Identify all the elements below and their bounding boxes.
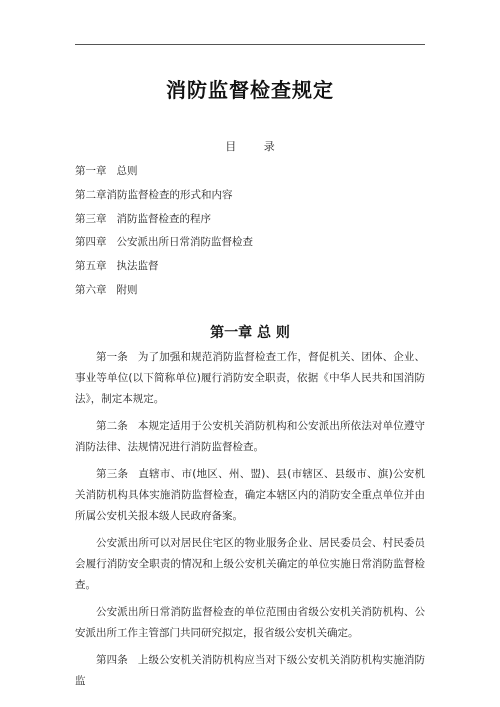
article-text: 本规定适用于公安机关消防机构和公安派出所依法对单位遵守消防法律、法规情况进行消防监督检查。 bbox=[75, 420, 426, 453]
toc-heading-right: 录 bbox=[263, 140, 275, 153]
article-text: 公安派出所可以对居民住宅区的物业服务企业、居民委员会、村民委员会履行消防安全职责的情况和上级公安机关确定的单位实施日常消防监督检查。 bbox=[75, 537, 425, 591]
toc-item[interactable] bbox=[75, 161, 425, 185]
article-text: 上级公安机关消防机构应当对下级公安机关消防机构实施消防监 bbox=[75, 654, 426, 687]
toc-item-title: 消防监督检查的程序 bbox=[116, 212, 211, 225]
toc-heading-left: 目 bbox=[225, 140, 237, 153]
toc-item-title: 执法监督 bbox=[116, 260, 159, 273]
toc-item-number: 第三章 bbox=[75, 212, 107, 225]
toc-item-title: 消防监督检查的形式和内容 bbox=[106, 188, 233, 201]
toc-heading bbox=[0, 138, 500, 154]
toc-item-title: 附则 bbox=[116, 283, 138, 296]
document-title: 消防监督检查规定 bbox=[166, 78, 334, 102]
toc-item[interactable] bbox=[75, 232, 425, 256]
chapter-body bbox=[75, 347, 425, 698]
header-rule bbox=[75, 44, 425, 45]
article-number: 第三条 bbox=[96, 468, 129, 480]
toc-item[interactable] bbox=[75, 256, 425, 280]
article-paragraph bbox=[75, 602, 425, 644]
article-paragraph bbox=[75, 416, 425, 458]
toc-item-title: 公安派出所日常消防监督检查 bbox=[116, 236, 253, 249]
toc-item[interactable] bbox=[75, 185, 425, 209]
toc-item-number: 第二章 bbox=[75, 188, 107, 201]
toc-item-number: 第四章 bbox=[75, 236, 107, 249]
article-number: 第二条 bbox=[96, 420, 128, 432]
article-paragraph bbox=[75, 464, 425, 527]
toc-item-number: 第五章 bbox=[75, 260, 107, 273]
chapter-heading: 第一章 总 则 bbox=[210, 325, 290, 341]
article-number: 第四条 bbox=[96, 654, 128, 666]
toc-item[interactable] bbox=[75, 209, 425, 233]
article-text: 直辖市、市(地区、州、盟)、县(市辖区、县级市、旗)公安机关消防机构具体实施消防监督检查，确定本辖区内的消防安全重点单位并由所属公安机关报本级人民政府备案。 bbox=[75, 468, 426, 522]
article-paragraph bbox=[75, 650, 425, 692]
article-paragraph bbox=[75, 533, 425, 596]
toc-item-title: 总则 bbox=[116, 165, 138, 177]
article-text: 为了加强和规范消防监督检查工作，督促机关、团体、企业、事业等单位(以下简称单位)履行消防安全职责，依据《中华人民共和国消防法》，制定本规定。 bbox=[75, 351, 426, 405]
article-paragraph bbox=[75, 347, 425, 410]
toc-item-number: 第一章 bbox=[75, 165, 107, 177]
toc-item-number: 第六章 bbox=[75, 283, 107, 296]
article-number: 第一条 bbox=[96, 351, 128, 363]
toc-item[interactable] bbox=[75, 280, 425, 304]
article-text: 公安派出所日常消防监督检查的单位范围由省级公安机关消防机构、公安派出所工作主管部门共同研究拟定，报省级公安机关确定。 bbox=[75, 606, 425, 639]
table-of-contents bbox=[75, 161, 425, 304]
